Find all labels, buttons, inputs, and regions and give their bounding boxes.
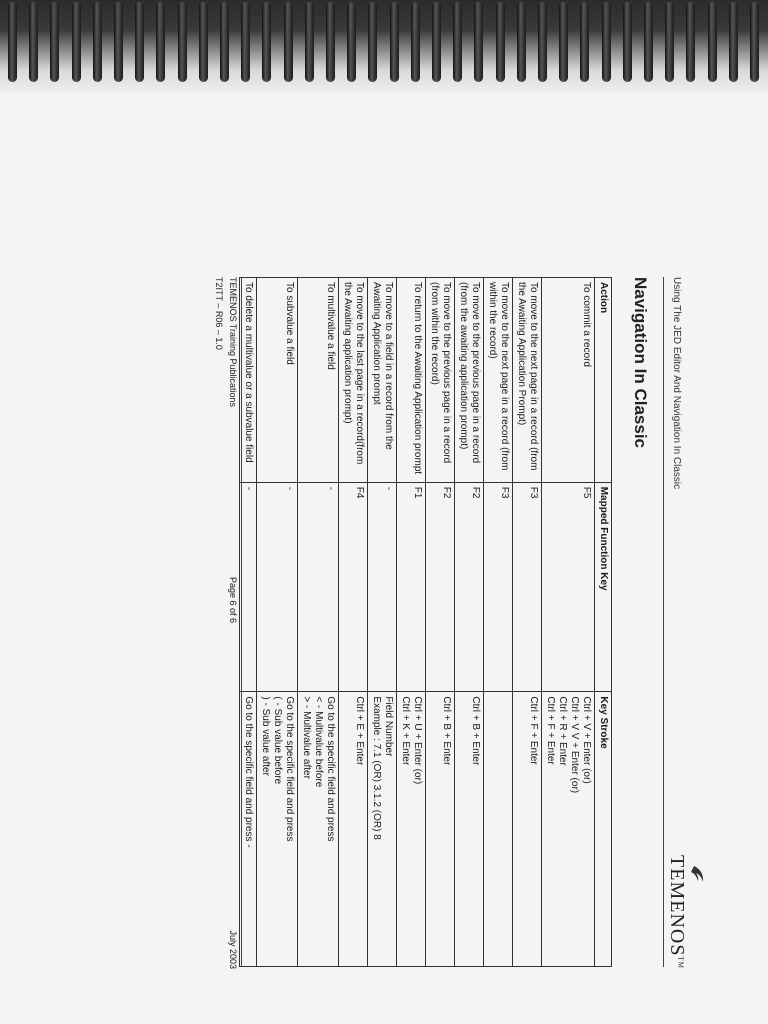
binding-coil [220,2,229,82]
table-row [257,278,298,967]
key-stroke-line: Ctrl + B + Enter [441,696,452,766]
column-header-function-key: Mapped Function Key [595,482,612,692]
binding-coil [29,2,38,82]
key-stroke-cell [455,692,484,967]
function-key-cell: F5 [542,482,595,692]
binding-coil [602,2,611,82]
footer-divider [241,277,242,967]
key-stroke-cell [339,692,368,967]
key-stroke-line: Ctrl + F + Enter [545,696,556,765]
table-row [339,278,368,967]
function-key-cell: F4 [339,482,368,692]
binding-coil [8,2,17,82]
table-row [240,278,257,967]
table-row [455,278,484,967]
action-cell: To move to the last page in a record(from the Awaiting application prompt) [339,278,368,483]
binding-coil [453,2,462,82]
binding-coil [729,2,738,82]
key-stroke-cell [298,692,339,967]
key-stroke-line: ( - Sub value before [272,696,283,785]
function-key-cell: - [368,482,397,692]
binding-coil [538,2,547,82]
function-key-cell: F3 [513,482,542,692]
action-cell: To move to a field in a record from the Awaiting Application prompt [368,278,397,483]
binding-coil [50,2,59,82]
table-row [542,278,595,967]
document-page [172,277,712,977]
binding-coil [305,2,314,82]
page-title: Navigation In Classic [631,277,650,448]
function-key-cell: F2 [426,482,455,692]
action-cell: To subvalue a field [257,278,298,483]
binding-coil [708,2,717,82]
key-stroke-line: ) - Sub value after [260,696,271,776]
running-header: Using The JED Editor And Navigation In Classic [671,277,682,490]
table-header-row [595,278,612,967]
key-stroke-cell [426,692,455,967]
action-cell: To move to the previous page in a record (from the awaiting application prompt) [455,278,484,483]
key-stroke-line: Example : 7.1 (OR) 3.1.2 (OR) 8 [371,696,382,840]
key-stroke-cell [513,692,542,967]
binding-coil [517,2,526,82]
table-row [368,278,397,967]
action-cell: To delete a multivalue or a subvalue field [240,278,257,483]
key-stroke-line: Go to the specific field and press [325,696,336,842]
binding-coil [559,2,568,82]
key-stroke-cell [542,692,595,967]
column-header-key-stroke: Key Stroke [595,692,612,967]
binding-coil [262,2,271,82]
brand-name: TEMENOS [666,855,688,957]
binding-coil [326,2,335,82]
binding-coil [72,2,81,82]
key-stroke-line: Field Number [383,696,394,757]
footer-page-number: Page 6 of 6 [228,577,238,624]
key-stroke-line: > - Multivalue after [301,696,312,779]
paper-sheet [0,92,768,1024]
binding-coil [411,2,420,82]
binding-coil [241,2,250,82]
binding-coil [178,2,187,82]
table-row [298,278,339,967]
key-stroke-line: Ctrl + B + Enter [470,696,481,766]
brand-logo [665,855,688,969]
binding-coil [644,2,653,82]
action-cell: To move to the next page in a record (from within the record) [484,278,513,483]
binding-coil [390,2,399,82]
function-key-cell: - [257,482,298,692]
binding-coil [347,2,356,82]
action-cell: To commit a record [542,278,595,483]
key-stroke-cell [240,692,257,967]
key-stroke-line: Go to the specific field and press [284,696,295,842]
binding-coil [580,2,589,82]
key-stroke-line: < - Multivalue before [313,696,324,788]
function-key-cell: - [240,482,257,692]
navigation-table [239,277,612,967]
function-key-cell: - [298,482,339,692]
binding-coil [750,2,759,82]
key-stroke-line: Ctrl + R + Enter [557,696,568,766]
key-stroke-line: Ctrl + V V + Enter (or) [569,696,580,794]
footer-date: July 2003 [228,930,238,969]
footer-publisher: TEMENOS Training Publications [228,277,238,408]
key-stroke-cell [484,692,513,967]
key-stroke-cell [397,692,426,967]
function-key-cell: F2 [455,482,484,692]
binding-coil [156,2,165,82]
binding-coil [623,2,632,82]
binding-coil [93,2,102,82]
binding-coil [135,2,144,82]
table-row [484,278,513,967]
binding-coil [199,2,208,82]
binding-coil [368,2,377,82]
key-stroke-cell [257,692,298,967]
action-cell: To multivalue a field [298,278,339,483]
table-row [513,278,542,967]
binding-coil [114,2,123,82]
binding-coil [284,2,293,82]
action-cell: To move to the previous page in a record (from within the record) [426,278,455,483]
temenos-logo-icon [686,863,708,885]
trademark-mark: TM [676,956,685,969]
binding-coil [474,2,483,82]
header-divider [663,277,664,967]
table-row [397,278,426,967]
key-stroke-line: Ctrl + K + Enter [400,696,411,766]
key-stroke-line: Ctrl + E + Enter [354,696,365,766]
key-stroke-cell [368,692,397,967]
action-cell: To return to the Awaiting Application prompt [397,278,426,483]
binding-coil [686,2,695,82]
footer-doc-code: T2ITT – R06 – 1.0 [214,277,224,350]
key-stroke-line: Go to the specific field and press - [243,696,254,848]
binding-coil [496,2,505,82]
column-header-action: Action [595,278,612,483]
key-stroke-line: Ctrl + U + Enter (or) [412,696,423,785]
binding-coil [432,2,441,82]
table-row [426,278,455,967]
function-key-cell: F1 [397,482,426,692]
spiral-binding [0,0,768,92]
function-key-cell: F3 [484,482,513,692]
key-stroke-line: Ctrl + V + Enter (or) [581,696,592,784]
key-stroke-line: Ctrl + F + Enter [528,696,539,765]
action-cell: To move to the next page in a record (from the Awaiting Application Prompt) [513,278,542,483]
binding-coil [665,2,674,82]
